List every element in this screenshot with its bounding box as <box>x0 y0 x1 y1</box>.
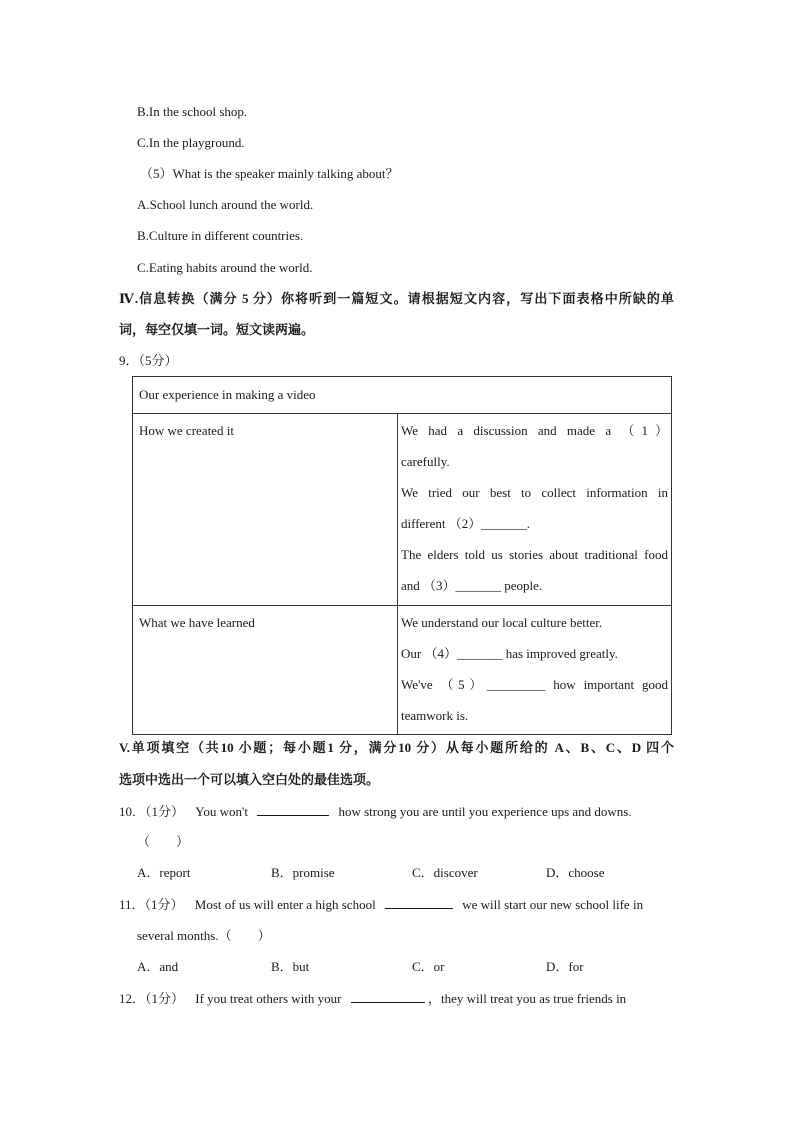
q11-option-d[interactable]: D．for <box>546 959 584 974</box>
q11-text-after: we will start our new school life in <box>462 897 644 912</box>
row1-line: The elders told us stories about traditional food <box>401 547 668 562</box>
row2-label: What we have learned <box>133 606 398 735</box>
row1-content <box>398 414 672 606</box>
section5-instruction-line2: 选项中选出一个可以填入空白处的最佳选项。 <box>119 772 380 787</box>
q11-line <box>119 896 643 913</box>
option-b-prev: B.In the school shop. <box>137 104 248 119</box>
section5-instruction-line1: V.单项填空（共10 小题；每小题1 分，满分10 分）从每小题所给的 A、B、C、D 四个 <box>119 740 674 755</box>
q5-stem: （5）What is the speaker mainly talking about？ <box>140 166 399 181</box>
q10-option-d[interactable]: D．choose <box>546 865 605 880</box>
q11-option-a[interactable]: A．and <box>137 959 179 974</box>
q10-text-before: You won't <box>195 804 248 819</box>
q11-option-c[interactable]: C．or <box>412 959 445 974</box>
q9-number: 9．（5分） <box>119 353 178 368</box>
q10-option-b[interactable]: B．promise <box>271 865 335 880</box>
q5-option-b: B.Culture in different countries. <box>137 228 304 243</box>
table-header: Our experience in making a video <box>133 377 672 414</box>
row2-line: We understand our local culture better. <box>401 615 603 630</box>
q12-line <box>119 990 626 1007</box>
q11-text-before: Most of us will enter a high school <box>194 897 376 912</box>
q5-option-c: C.Eating habits around the world. <box>137 260 313 275</box>
q10-answer-blank[interactable] <box>257 803 329 816</box>
q10-option-c[interactable]: C．discover <box>412 865 478 880</box>
q10-option-a[interactable]: A．report <box>137 865 191 880</box>
row2-line: teamwork is. <box>401 708 469 723</box>
row1-label: How we created it <box>133 414 398 606</box>
q10-paren: （ ） <box>137 834 190 849</box>
row1-line: carefully. <box>401 454 450 469</box>
row2-line: We've （5）_________ how important good <box>401 677 668 692</box>
q11-line2: several months.（ ） <box>137 928 271 943</box>
q11-number: 11．（1分） <box>119 897 184 912</box>
q11-option-b[interactable]: B．but <box>271 959 310 974</box>
q10-line <box>119 803 632 820</box>
row2-line: Our （4）_______ has improved greatly. <box>401 646 618 661</box>
q12-answer-blank[interactable] <box>351 990 425 1003</box>
section4-instruction-line1: Ⅳ.信息转换（满分 5 分）你将听到一篇短文。请根据短文内容，写出下面表格中所缺的单 <box>119 291 674 306</box>
info-table <box>132 376 672 735</box>
row1-line: and （3）_______ people. <box>401 578 543 593</box>
row1-line: We had a discussion and made a （1） <box>401 423 668 438</box>
row2-content <box>398 606 672 735</box>
q12-text-before: If you treat others with your <box>195 991 342 1006</box>
q10-number: 10．（1分） <box>119 804 185 819</box>
row1-line: different （2）_______. <box>401 516 531 531</box>
q12-number: 12．（1分） <box>119 991 185 1006</box>
q12-text-after: ，they will treat you as true friends in <box>427 991 627 1006</box>
q5-option-a: A.School lunch around the world. <box>137 197 314 212</box>
section4-instruction-line2: 词，每空仅填一词。短文读两遍。 <box>119 322 315 337</box>
q11-answer-blank[interactable] <box>385 896 453 909</box>
row1-line: We tried our best to collect information in <box>401 485 668 500</box>
option-c-prev: C.In the playground. <box>137 135 245 150</box>
q10-text-after: how strong you are until you experience ups and downs. <box>338 804 632 819</box>
